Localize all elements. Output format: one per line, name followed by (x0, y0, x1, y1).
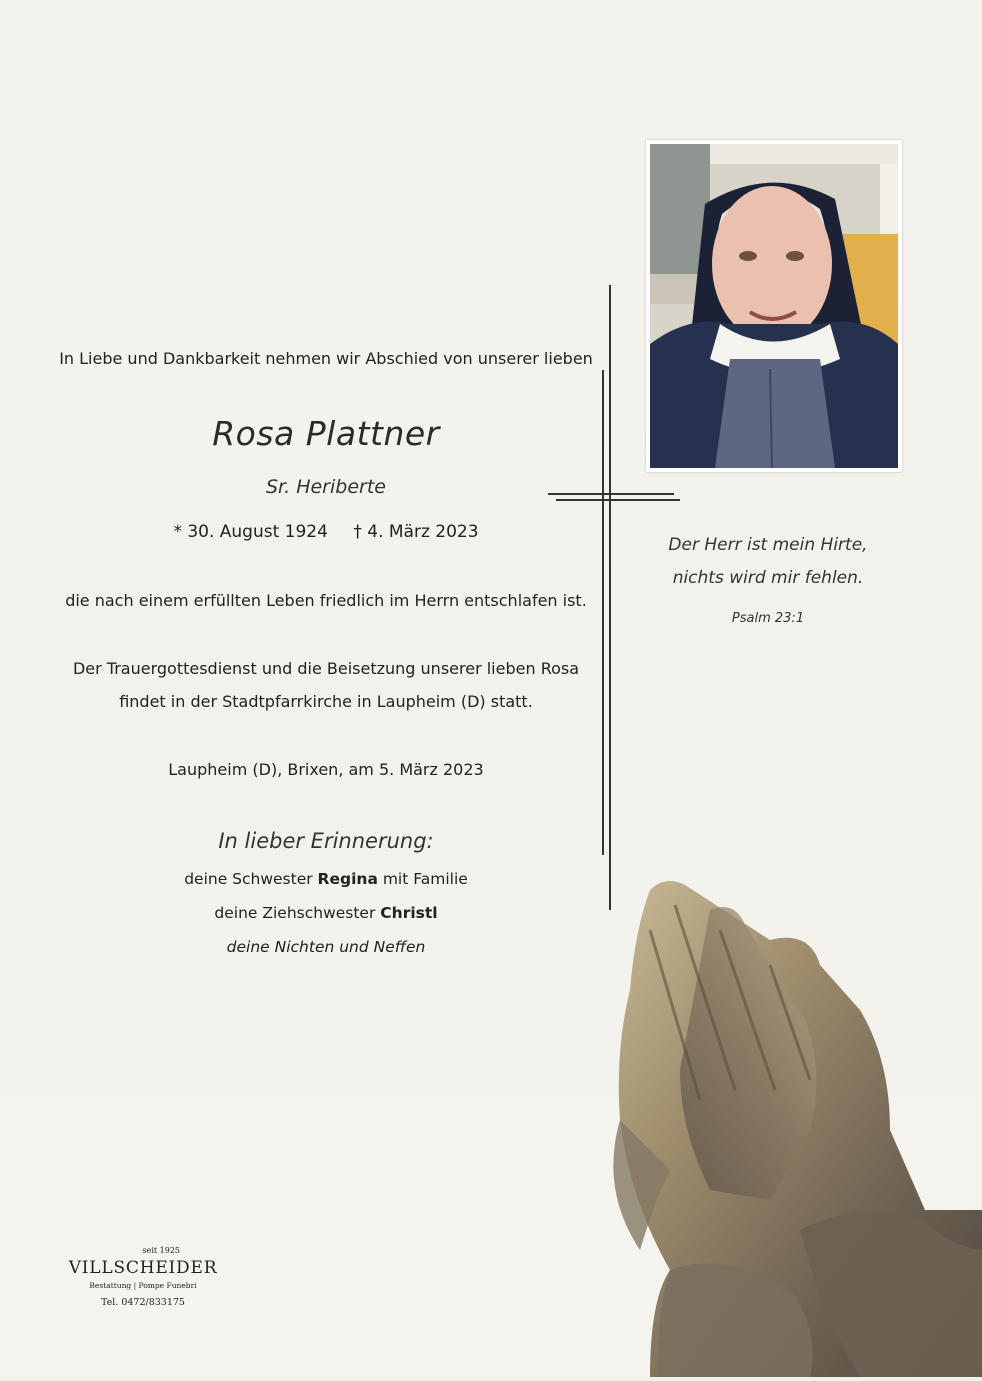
portrait-photo (650, 144, 898, 468)
mourner-prefix: deine Nichten und Neffen (226, 938, 426, 956)
logo-since: seit 1925 (142, 1246, 180, 1255)
cross-vertical-line (609, 285, 611, 910)
psalm-line-1: Der Herr ist mein Hirte, (668, 535, 868, 555)
logo-subtitle: Bestattung | Pompe Funebri (89, 1281, 197, 1290)
passed-text: die nach einem erfüllten Leben friedlich im Herrn entschlafen ist. (65, 591, 587, 610)
mourner-prefix: deine Ziehschwester (214, 904, 381, 922)
mourner-line (40, 870, 612, 888)
intro-text: In Liebe und Dankbarkeit nehmen wir Abschied von unserer lieben (59, 349, 593, 368)
logo-brand: VILLSCHEIDER (68, 1258, 218, 1278)
birth-date: * 30. August 1924 (173, 522, 328, 542)
deceased-name: Rosa Plattner (212, 414, 440, 453)
memory-heading: In lieber Erinnerung: (218, 829, 434, 853)
mourner-line (40, 938, 612, 956)
service-line-1: Der Trauergottesdienst und die Beisetzung unserer lieben Rosa (72, 659, 580, 678)
praying-hands-image (560, 870, 982, 1377)
cross-vertical-line (602, 370, 604, 855)
cross-horizontal-line (556, 499, 680, 501)
service-line-2: findet in der Stadtpfarrkirche in Laupheim (D) statt. (119, 692, 533, 711)
religious-name: Sr. Heriberte (266, 476, 386, 498)
cross-horizontal-line (548, 493, 674, 495)
mourner-prefix: deine Schwester (184, 870, 318, 888)
mourner-name: Christl (380, 904, 438, 922)
logo-phone: Tel. 0472/833175 (101, 1297, 185, 1308)
psalm-line-2: nichts wird mir fehlen. (672, 568, 864, 588)
portrait-frame (646, 140, 902, 472)
place-date: Laupheim (D), Brixen, am 5. März 2023 (168, 760, 484, 779)
death-date: † 4. März 2023 (353, 522, 479, 542)
mourner-name: Regina (317, 870, 378, 888)
psalm-reference: Psalm 23:1 (731, 611, 805, 626)
mourner-suffix: mit Familie (377, 870, 468, 888)
mourner-line (40, 904, 612, 922)
life-dates (40, 522, 612, 542)
